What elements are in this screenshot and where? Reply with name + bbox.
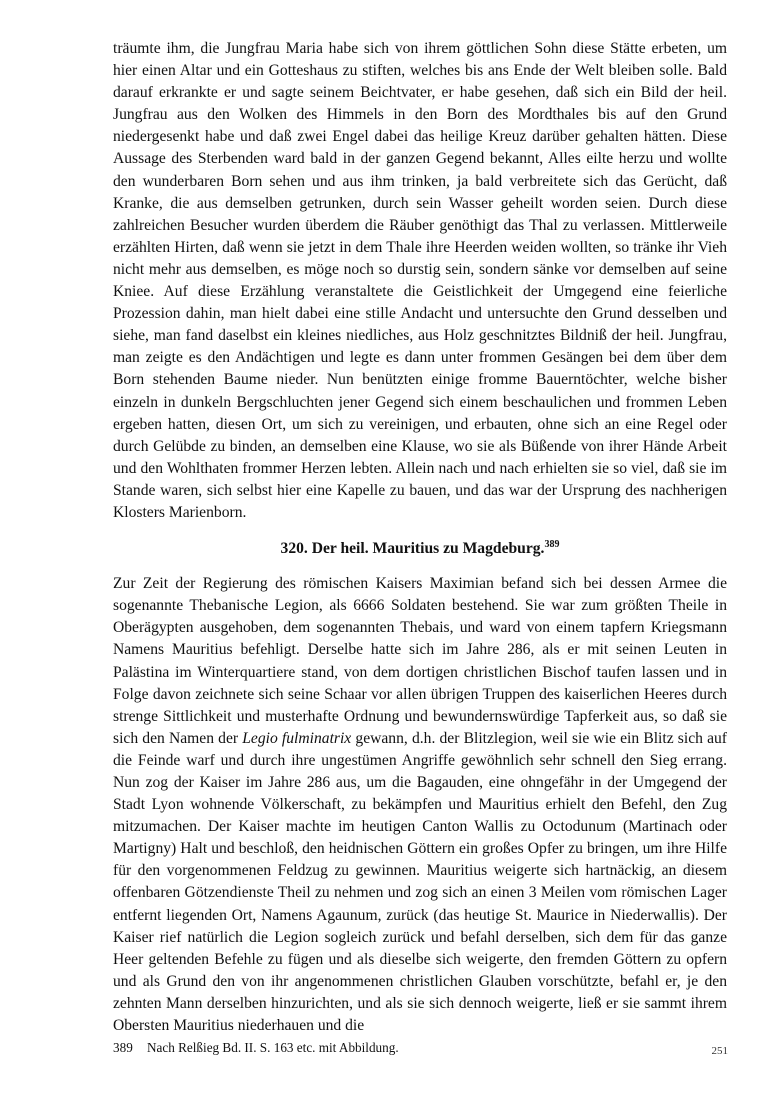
section-heading xyxy=(113,538,727,560)
footnote-reference[interactable]: 389 xyxy=(544,538,560,550)
footnote xyxy=(113,1037,727,1057)
paragraph-2-part-2: gewann, d.h. der Blitzlegion, weil sie wie ein Blitz sich auf die Feinde warf und durch ihre ungestümen Angriffe gewöhnlich sehr schnell den Sieg errang. Nun zog der Kaiser im Jahre 286 aus, um die Bagauden, eine ohngefähr in der Umgegend der Stadt Lyon wohnende Völkerschaft, zu bekämpfen und Mauritius erhielt den Befehl, den Zug mitzumachen. Der Kaiser machte im heutigen Canton Wallis zu Octodunum (Martinach oder Martigny) Halt und beschloß, den heidnischen Göttern ein großes Opfer zu bringen, um ihre Hilfe für den vorgenommenen Feldzug zu gewinnen. Mauritius weigerte sich hartnäckig, an diesem offenbaren Götzendienste Theil zu nehmen und zog sich an einen 3 Meilen vom römischen Lager entfernt liegenden Ort, Namens Agaunum, zurück (das heutige St. Maurice in Niederwallis). Der Kaiser rief natürlich die Legion sogleich zurück und befahl derselben, sich dem für das ganze Heer geltenden Befehle zu fügen und als dieselbe sich weigerte, den fremden Göttern zu opfern und als Grund den von ihr angenommenen christlichen Glauben vorschützte, befahl er, je den zehnten Mann derselben hinzurichten, und als sie sich dennoch weigerte, ließ er sie sammt ihrem Obersten Mauritius niederhauen und die xyxy=(113,729,728,1035)
paragraph-2-part-1: Zur Zeit der Regierung des römischen Kaisers Maximian befand sich bei dessen Armee die sogenannte Thebanische Legion, als 6666 Soldaten bestehend. Sie war zum größten Theile in Oberägypten ausgehoben, dem sogenannten Thebais, und ward von einem tapfern Kriegsmann Namens Mauritius befehligt. Derselbe hatte sich im Jahre 286, als er mit seinen Leuten in Palästina im Winterquartiere stand, von dem dortigen christlichen Bischof taufen lassen und in Folge davon zeichnete sich seine Schaar vor allen übrigen Truppen des kaiserlichen Heeres durch strenge Sittlichkeit und musterhafte Ordnung und bewundernswürdige Tapferkeit aus, so daß sie sich den Namen der xyxy=(113,575,727,747)
page-number: 251 xyxy=(711,1045,728,1057)
section-title: 320. Der heil. Mauritius zu Magdeburg. xyxy=(280,540,545,558)
body-paragraph-1: träumte ihm, die Jungfrau Maria habe sich von ihrem göttlichen Sohn diese Stätte erbeten, um hier einen Altar und ein Gotteshaus zu stiften, welches bis ans Ende der Welt bleiben solle. Bald darauf erkrankte er und sagte seinem Beichtvater, er habe gesehen, daß sich ein Bild der heil. Jungfrau aus den Wolken des Himmels in den Born des Mordthales bis auf den Grund niedergesenkt habe und daß zwei Engel dabei das heilige Kreuz darüber gehalten hätten. Diese Aussage des Sterbenden ward bald in der ganzen Gegend bekannt, Alles eilte herzu und wollte den wunderbaren Born sehen und aus ihm trinken, ja bald verbreitete sich das Gerücht, daß Kranke, die aus demselben getrunken, durch sein Wasser geheilt worden seien. Durch diese zahlreichen Besucher wurden überdem die Räuber genöthigt das Thal zu verlassen. Mittlerweile erzählten Hirten, daß wenn sie jetzt in dem Thale ihre Heerden weiden wollten, so tränke ihr Vieh nicht mehr aus demselben, es möge noch so durstig sein, sondern sänke vor demselben auf seine Kniee. Auf diese Erzählung veranstaltete die Geistlichkeit der Umgegend eine feierliche Prozession dahin, man hielt dabei eine stille Andacht und untersuchte den Grund desselben und siehe, man fand daselbst ein kleines niedliches, aus Holz geschnitztes Bildniß der heil. Jungfrau, man zeigte es den Andächtigen und legte es dann unter frommen Gesängen bei dem über dem Born stehenden Baume nieder. Nun benützten einige fromme Bauerntöchter, welche bisher einzeln in dunkeln Bergschluchten jener Gegend sich einem beschaulichen und frommen Leben ergeben hatten, diesen Ort, um sich zu vereinigen, und erbauten, ohne sich an eine Regel oder durch Gelübde zu binden, an demselben eine Klause, wo sie als Büßende von ihrer Hände Arbeit und den Wohlthaten frommer Herzen lebten. Allein nach und nach erhielten sie so viel, daß sie im Stande waren, sich selbst hier eine Kapelle zu bauen, und das war der Ursprung des nachherigen Klosters Marienborn. xyxy=(113,40,727,521)
page-body xyxy=(113,38,727,1057)
footnote-text: Nach Relßieg Bd. II. S. 163 etc. mit Abbildung. xyxy=(147,1040,399,1056)
body-paragraph-2 xyxy=(113,573,727,1037)
italic-term: Legio fulminatrix xyxy=(242,729,352,747)
footnote-number: 389 xyxy=(113,1040,133,1056)
